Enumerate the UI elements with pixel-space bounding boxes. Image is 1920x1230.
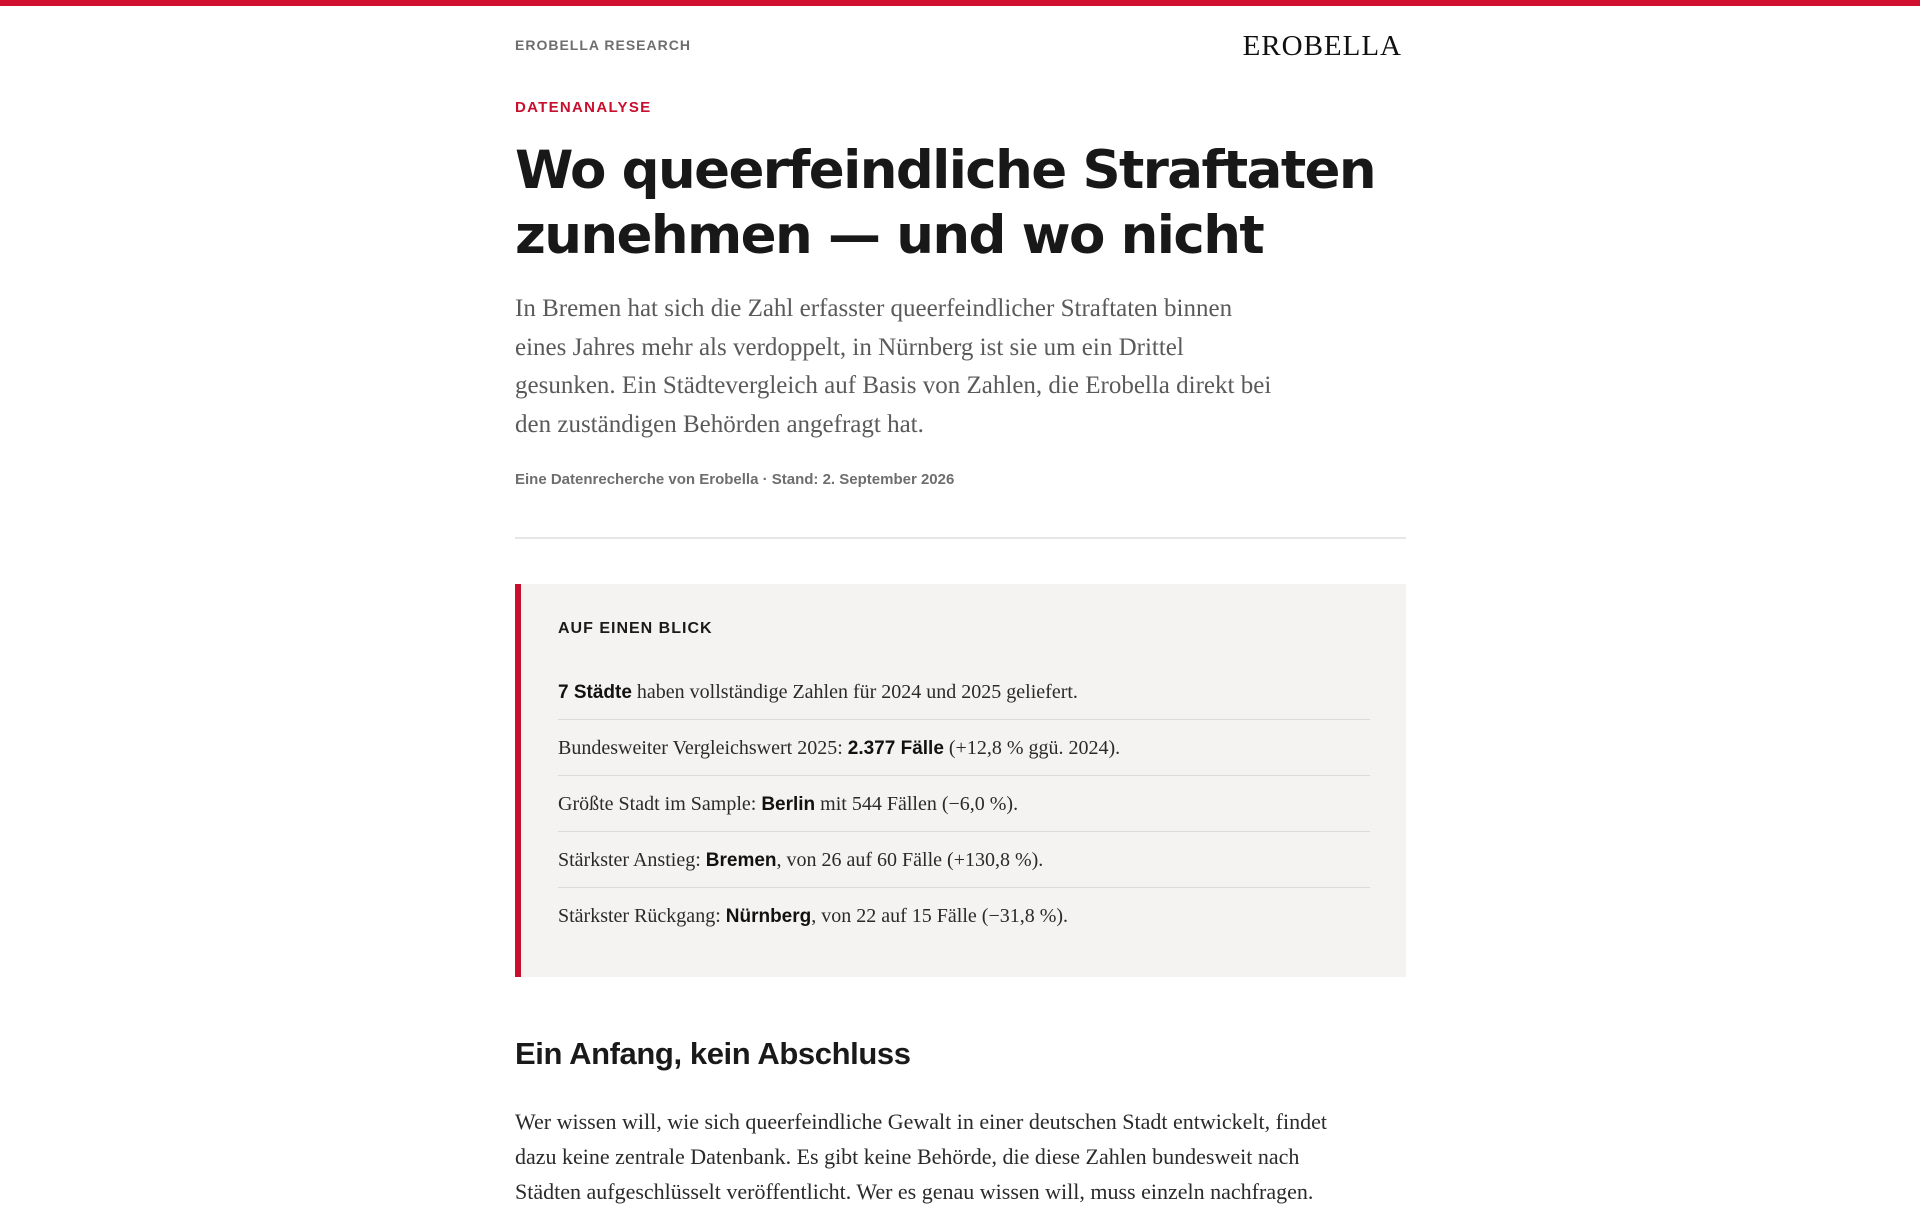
glance-item-largest-city bbox=[558, 776, 1370, 832]
glance-item-text: , von 22 auf 15 Fälle (−31,8 %). bbox=[811, 905, 1069, 927]
glance-item-text: , von 26 auf 60 Fälle (+130,8 %). bbox=[776, 849, 1044, 871]
article-headline: Wo queerfeindliche Straftaten zunehmen — und wo nicht bbox=[515, 140, 1376, 266]
glance-item-highlight: Nürnberg bbox=[725, 906, 812, 927]
section-label-link[interactable]: EROBELLA RESEARCH bbox=[515, 37, 691, 53]
glance-item-cities bbox=[558, 664, 1370, 720]
article-byline: Eine Datenrecherche von Erobella · Stand: 2. September 2026 bbox=[515, 471, 955, 488]
glance-item-highlight: Bremen bbox=[705, 850, 777, 871]
glance-item-highlight: Berlin bbox=[761, 794, 816, 815]
header-divider bbox=[515, 537, 1406, 539]
at-a-glance-list bbox=[558, 664, 1370, 944]
glance-item-text: Bundesweiter Vergleichswert 2025: bbox=[558, 737, 848, 759]
masthead bbox=[515, 30, 1406, 70]
article-kicker: DATENANALYSE bbox=[515, 99, 652, 116]
glance-item-national-value bbox=[558, 720, 1370, 776]
top-accent-bar bbox=[0, 0, 1920, 6]
site-logo[interactable]: EROBELLA bbox=[1242, 30, 1402, 62]
body-paragraph: Wer wissen will, wie sich queerfeindliche Gewalt in einer deutschen Stadt entwickelt, findet dazu keine zentrale Datenbank. Es gibt keine Behörde, die diese Zahlen bundesweit nach Städten aufgeschlüsselt veröffentlicht. Wer es genau wissen will, muss einzeln nachfragen. bbox=[515, 1109, 1327, 1204]
glance-item-text: haben vollständige Zahlen für 2024 und 2025 geliefert. bbox=[631, 681, 1078, 703]
glance-item-largest-increase bbox=[558, 832, 1370, 888]
glance-item-largest-decrease bbox=[558, 888, 1370, 944]
glance-item-text: Stärkster Rückgang: bbox=[558, 905, 726, 927]
section-heading: Ein Anfang, kein Abschluss bbox=[515, 1036, 911, 1071]
glance-item-text: mit 544 Fällen (−6,0 %). bbox=[815, 793, 1019, 815]
glance-item-text: Stärkster Anstieg: bbox=[558, 849, 706, 871]
article-lede: In Bremen hat sich die Zahl erfasster queerfeindlicher Straftaten binnen eines Jahres mehr als verdoppelt, in Nürnberg ist sie um ein Drittel gesunken. Ein Städtevergleich auf Basis von Zahlen, die Erobella direkt bei den zuständigen Behörden angefragt hat. bbox=[515, 295, 1272, 438]
glance-item-highlight: 2.377 Fälle bbox=[847, 738, 944, 759]
glance-item-text: (+12,8 % ggü. 2024). bbox=[943, 737, 1121, 759]
at-a-glance-heading: AUF EINEN BLICK bbox=[558, 620, 713, 637]
at-a-glance-box bbox=[515, 584, 1406, 977]
glance-item-highlight: 7 Städte bbox=[558, 682, 632, 703]
glance-item-text: Größte Stadt im Sample: bbox=[558, 793, 762, 815]
